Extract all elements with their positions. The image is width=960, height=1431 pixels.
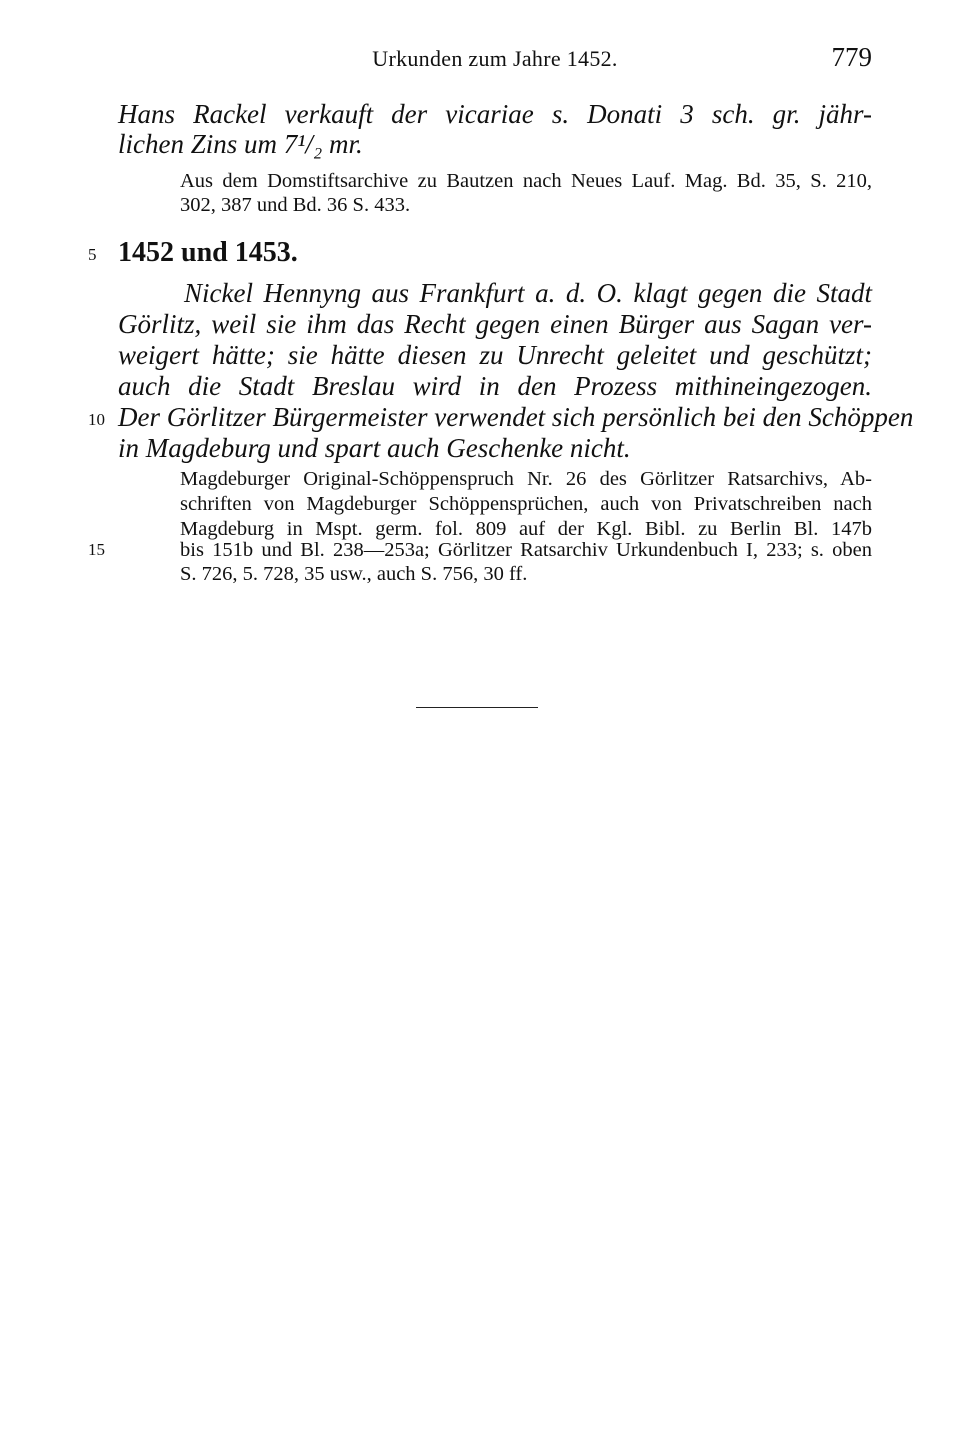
line-number-15: 15 [88,540,105,559]
entry-2-source-line-2: schriften von Magdeburger Schöppensprüchen, auch von Privatschreiben nach [180,493,872,515]
line-number-5: 5 [88,245,97,264]
page-number: 779 [831,42,872,72]
running-head [118,42,872,76]
entry-1-summary-line-2: lichen Zins um 7¹/₂ mr. [118,129,363,159]
entry-2-summary-line-6: in Magdeburg und spart auch Geschenke nicht. [118,433,631,463]
entry-1-summary-line-1: Hans Rackel verkauft der vicariae s. Donati 3 sch. gr. jähr- [118,99,872,129]
entry-2-summary-line-2: Görlitz, weil sie ihm das Recht gegen einen Bürger aus Sagan ver- [118,309,872,339]
entry-2-summary-line-1: Nickel Hennyng aus Frankfurt a. d. O. klagt gegen die Stadt [184,278,872,308]
entry-2-summary-line-3: weigert hätte; sie hätte diesen zu Unrecht geleitet und geschützt; [118,340,872,370]
entry-1-source-line-2: 302, 387 und Bd. 36 S. 433. [180,194,411,216]
entry-2-source-line-3: Magdeburg in Mspt. germ. fol. 809 auf der Kgl. Bibl. zu Berlin Bl. 147b [180,518,872,540]
entry-2-summary-line-5: Der Görlitzer Bürgermeister verwendet sich persönlich bei den Schöppen [118,402,914,432]
running-title: Urkunden zum Jahre 1452. [372,46,618,71]
entry-1-source-line-1: Aus dem Domstiftsarchive zu Bautzen nach Neues Lauf. Mag. Bd. 35, S. 210, [180,170,872,192]
entry-2-summary-line-4: auch die Stadt Breslau wird in den Prozess mithineingezogen. [118,371,872,401]
entry-2-heading: 1452 und 1453. [118,237,298,268]
entry-2-source-line-4: bis 151b und Bl. 238—253a; Görlitzer Ratsarchiv Urkundenbuch I, 233; s. oben [180,539,872,561]
entry-2-source-line-5: S. 726, 5. 728, 35 usw., auch S. 756, 30 ff. [180,563,528,585]
end-rule [416,707,538,708]
entry-2-source-line-1: Magdeburger Original-Schöppenspruch Nr. 26 des Görlitzer Ratsarchivs, Ab- [180,468,872,490]
line-number-10: 10 [88,410,105,429]
